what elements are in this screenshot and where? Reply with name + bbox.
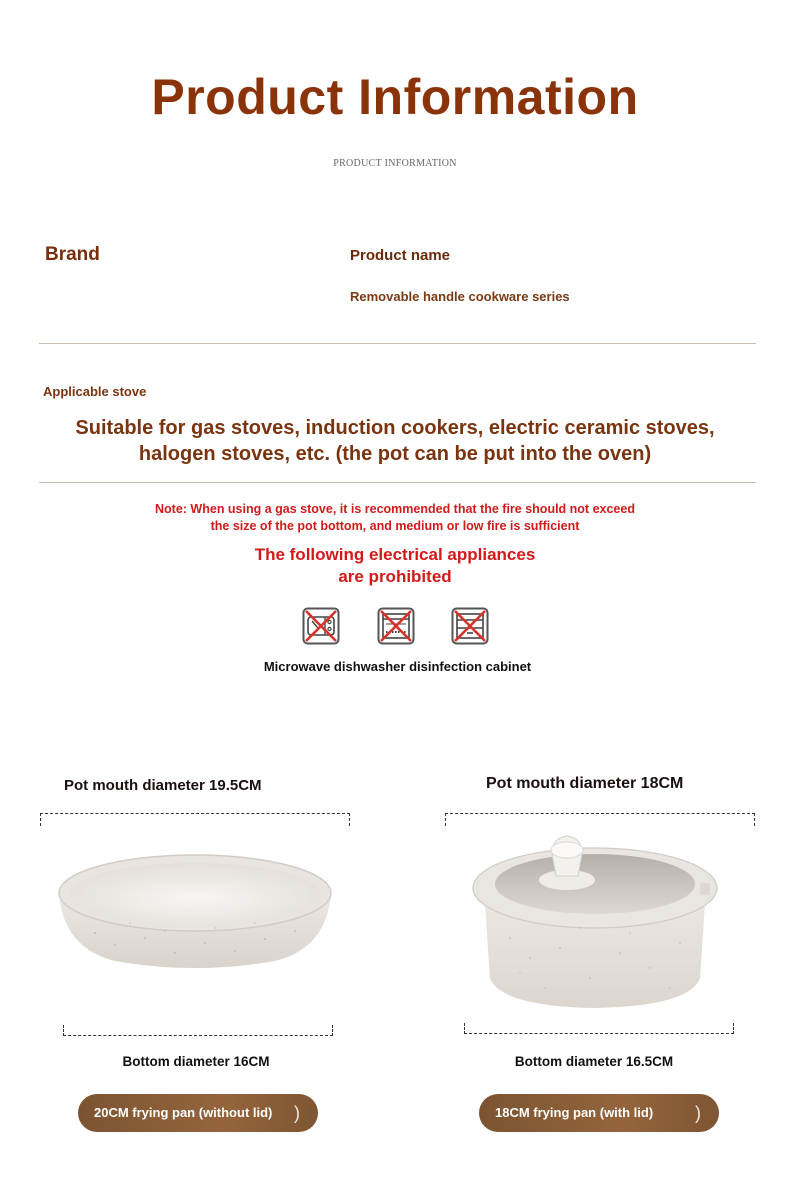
divider (39, 343, 756, 344)
pot-mouth-diameter-left: Pot mouth diameter 19.5CM (64, 777, 262, 794)
applicable-stove-label: Applicable stove (43, 384, 147, 399)
gas-stove-note (0, 501, 790, 535)
product-name-label: Product name (350, 247, 451, 264)
bottom-diameter-marker (63, 1025, 333, 1036)
no-disinfection-cabinet-icon (451, 607, 489, 645)
product-name-value: Removable handle cookware series (350, 289, 570, 304)
prohibited-line-2: are prohibited (338, 567, 452, 586)
brand-label: Brand (45, 244, 100, 265)
paren-decoration: ) (294, 1103, 300, 1123)
pan-with-lid-image (470, 828, 720, 1013)
no-dishwasher-icon (377, 607, 415, 645)
page-title: Product Information (151, 69, 639, 125)
product-label-text: 18CM frying pan (with lid) (495, 1105, 654, 1120)
divider (39, 482, 756, 483)
prohibited-line-1: The following electrical appliances (254, 545, 536, 564)
stove-line-1: Suitable for gas stoves, induction cookers, electric ceramic stoves, (75, 417, 715, 439)
paren-decoration: ) (695, 1103, 701, 1123)
note-line-1: Note: When using a gas stove, it is recommended that the fire should not exceed (155, 502, 635, 516)
prohibited-heading (0, 544, 790, 588)
bottom-diameter-left: Bottom diameter 16CM (122, 1054, 270, 1069)
mouth-diameter-marker (40, 813, 350, 826)
product-label-text: 20CM frying pan (without lid) (94, 1105, 273, 1120)
note-line-2: the size of the pot bottom, and medium or low fire is sufficient (210, 519, 580, 533)
product-label-pill (479, 1094, 719, 1132)
product-label-pill (78, 1094, 318, 1132)
stove-line-2: halogen stoves, etc. (the pot can be put into the oven) (138, 443, 652, 465)
bottom-diameter-right: Bottom diameter 16.5CM (514, 1054, 674, 1069)
pot-mouth-diameter-right: Pot mouth diameter 18CM (486, 775, 684, 792)
prohibited-appliances-caption: Microwave dishwasher disinfection cabinet (263, 659, 532, 674)
applicable-stove-text (0, 415, 790, 467)
bottom-diameter-marker (464, 1023, 734, 1034)
page-subtitle: PRODUCT INFORMATION (333, 158, 457, 169)
mouth-diameter-marker (445, 813, 755, 826)
no-microwave-icon (302, 607, 340, 645)
pan-without-lid-image (55, 853, 335, 973)
